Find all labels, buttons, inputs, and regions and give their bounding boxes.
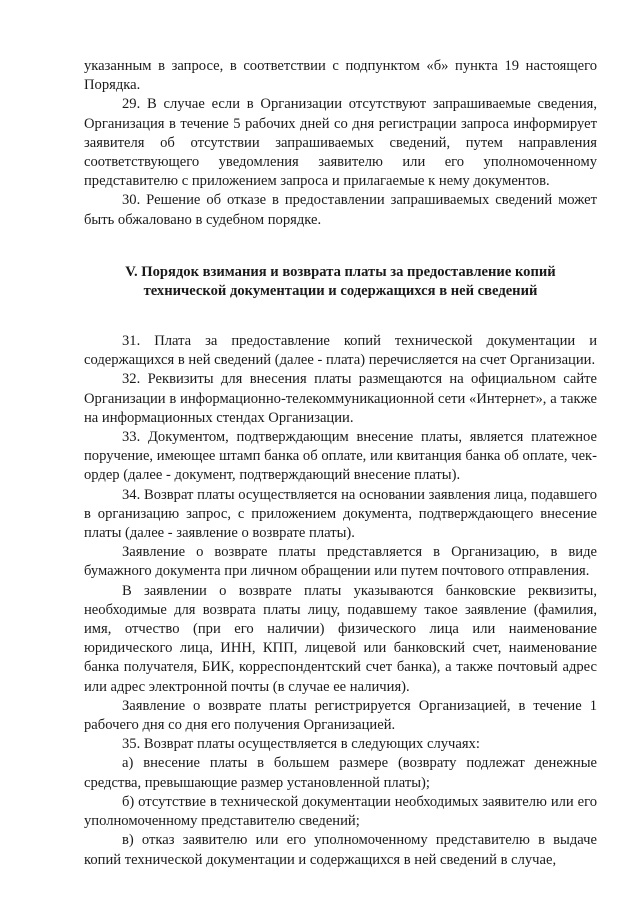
paragraph-31: 31. Плата за предоставление копий технической документации и содержащихся в ней сведений (далее - плата) перечисляется на счет Организации. — [84, 333, 597, 369]
paragraph-35-item-a: а) внесение платы в большем размере (возврату подлежат денежные средства, превышающие размер установленной платы); — [84, 755, 597, 791]
section-heading-line-1: V. Порядок взимания и возврата платы за предоставление копий — [125, 263, 556, 280]
paragraph-30: 30. Решение об отказе в предоставлении запрашиваемых сведений может быть обжаловано в судебном порядке. — [84, 192, 597, 228]
document-body — [84, 57, 597, 870]
paragraph-34-submission: Заявление о возврате платы представляется в Организацию, в виде бумажного документа при личном обращении или путем почтового отправления. — [84, 544, 597, 580]
paragraph-34-registration: Заявление о возврате платы регистрируется Организацией, в течение 1 рабочего дня со дня его получения Организацией. — [84, 697, 597, 734]
paragraph-35-item-b: б) отсутствие в технической документации необходимых заявителю или его уполномоченному представителю сведений; — [84, 793, 597, 830]
paragraph-29: 29. В случае если в Организации отсутствуют запрашиваемые сведения, Организация в течение 5 рабочих дней со дня регистрации запроса информирует заявителя об отсутствии запрашиваемых сведений, путем направления соответствующего уведомления заявителю или его уполномоченному представителю с приложением запроса и прилагаемые к нему документов. — [84, 96, 597, 190]
paragraph-34-requisites: В заявлении о возврате платы указываются банковские реквизиты, необходимые для возврата платы лицу, подавшему такое заявление (фамилия, имя, отчество (при его наличии) физического лица или наименование юридического лица, ИНН, КПП, лицевой или банковский счет, наименование банка получателя, БИК, корреспондентский счет банка), а также почтовый адрес или адрес электронной почты (в случае ее наличия). — [84, 582, 597, 695]
paragraph-28-continuation: указанным в запросе, в соответствии с подпунктом «б» пункта 19 настоящего Порядка. — [84, 58, 597, 94]
paragraph-34: 34. Возврат платы осуществляется на основании заявления лица, подавшего в организацию запрос, с приложением документа, подтверждающего внесение платы (далее - заявление о возврате платы). — [84, 486, 597, 542]
paragraph-33: 33. Документом, подтверждающим внесение платы, является платежное поручение, имеющее штамп банка об оплате, или квитанция банка об оплате, чек-ордер (далее - документ, подтверждающий внесение платы). — [84, 429, 597, 484]
paragraph-35-item-c: в) отказ заявителю или его уполномоченному представителю в выдаче копий технической документации и содержащихся в ней сведений в случае, — [84, 832, 597, 868]
section-heading — [84, 263, 597, 302]
paragraph-35: 35. Возврат платы осуществляется в следующих случаях: — [122, 736, 480, 753]
section-heading-line-2: технической документации и содержащихся в ней сведений — [143, 283, 538, 300]
paragraph-32: 32. Реквизиты для внесения платы размещаются на официальном сайте Организации в информационно-телекоммуникационной сети «Интернет», а также на информационных стендах Организации. — [84, 371, 597, 426]
